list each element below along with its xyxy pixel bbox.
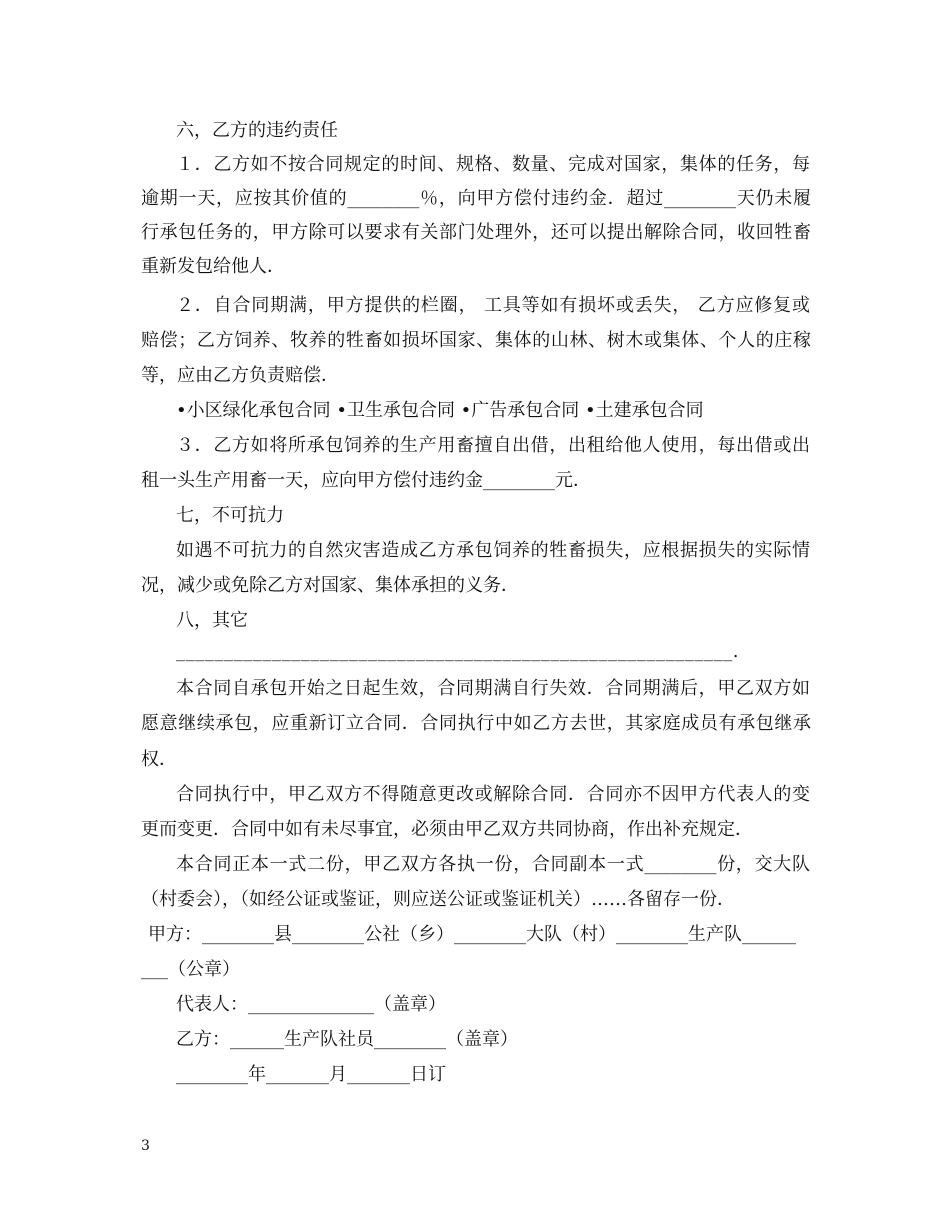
- related-links-line[interactable]: •小区绿化承包合同 •卫生承包合同 •广告承包合同 •土建承包合同: [176, 400, 704, 421]
- execution-paragraph-line-1: 合同执行中，甲乙双方不得随意更改或解除合同．合同亦不因甲方代表人的变: [176, 784, 810, 805]
- execution-paragraph-line-2: 更而变更．合同中如有未尽事宜，必须由甲乙双方共同协商，作出补充规定．: [141, 819, 753, 840]
- representative-line: 代表人：______________（盖章）: [176, 994, 446, 1015]
- blank-fill-line: __________________________________________________________.: [176, 641, 740, 662]
- section-8-heading: 八，其它: [176, 610, 248, 631]
- copies-paragraph-line-1: 本合同正本一式二份，甲乙双方各执一份，合同副本一式________份，交大队: [176, 854, 810, 875]
- section-7-line-1: 如遇不可抗力的自然灾害造成乙方承包饲养的牲畜损失，应根据损失的实际情: [176, 540, 810, 561]
- clause-6-1-line-3: 行承包任务的，甲方除可以要求有关部门处理外，还可以提出解除合同，收回牲畜: [141, 222, 811, 243]
- clause-6-3-line-2: 租一头生产用畜一天，应向甲方偿付违约金________元．: [141, 470, 591, 491]
- effect-paragraph-line-1: 本合同自承包开始之日起生效，合同期满自行失效．合同期满后，甲乙双方如: [176, 678, 810, 699]
- party-a-signature-line-1: 甲方：________县________公社（乡）________大队（村）________生产队______: [148, 924, 796, 945]
- section-7-heading: 七，不可抗力: [176, 505, 284, 526]
- party-b-signature-line: 乙方：______生产队社员________（盖章）: [176, 1029, 518, 1050]
- clause-6-2-line-1: ２．自合同期满，甲方提供的栏圈， 工具等如有损坏或丢失， 乙方应修复或: [176, 295, 810, 316]
- date-line: ________年_______月_______日订: [176, 1064, 446, 1085]
- section-6-heading: 六，乙方的违约责任: [176, 120, 338, 141]
- copies-paragraph-line-2: （村委会），（如经公证或鉴证，则应送公证或鉴证机关）……各留存一份．: [141, 889, 735, 910]
- clause-6-1-line-4: 重新发包给他人．: [141, 256, 285, 277]
- clause-6-2-line-2: 赔偿；乙方饲养、牧养的牲畜如损坏国家、集体的山林、树木或集体、个人的庄稼: [141, 330, 811, 351]
- clause-6-2-line-3: 等，应由乙方负责赔偿．: [141, 365, 339, 386]
- effect-paragraph-line-2: 愿意继续承包，应重新订立合同．合同执行中如乙方去世，其家庭成员有承包继承: [141, 713, 811, 734]
- party-a-signature-line-2: ___（公章）: [141, 959, 240, 980]
- section-7-line-2: 况，减少或免除乙方对国家、集体承担的义务．: [141, 575, 519, 596]
- clause-6-1-line-2: 逾期一天，应按其价值的________％，向甲方偿付违约金．超过________天仍未履: [141, 188, 811, 209]
- clause-6-1-line-1: １．乙方如不按合同规定的时间、规格、数量、完成对国家，集体的任务，每: [176, 154, 810, 175]
- clause-6-3-line-1: ３．乙方如将所承包饲养的生产用畜擅自出借，出租给他人使用，每出借或出: [176, 435, 810, 456]
- effect-paragraph-line-3: 权．: [141, 749, 177, 770]
- page-number: 3: [141, 1138, 150, 1154]
